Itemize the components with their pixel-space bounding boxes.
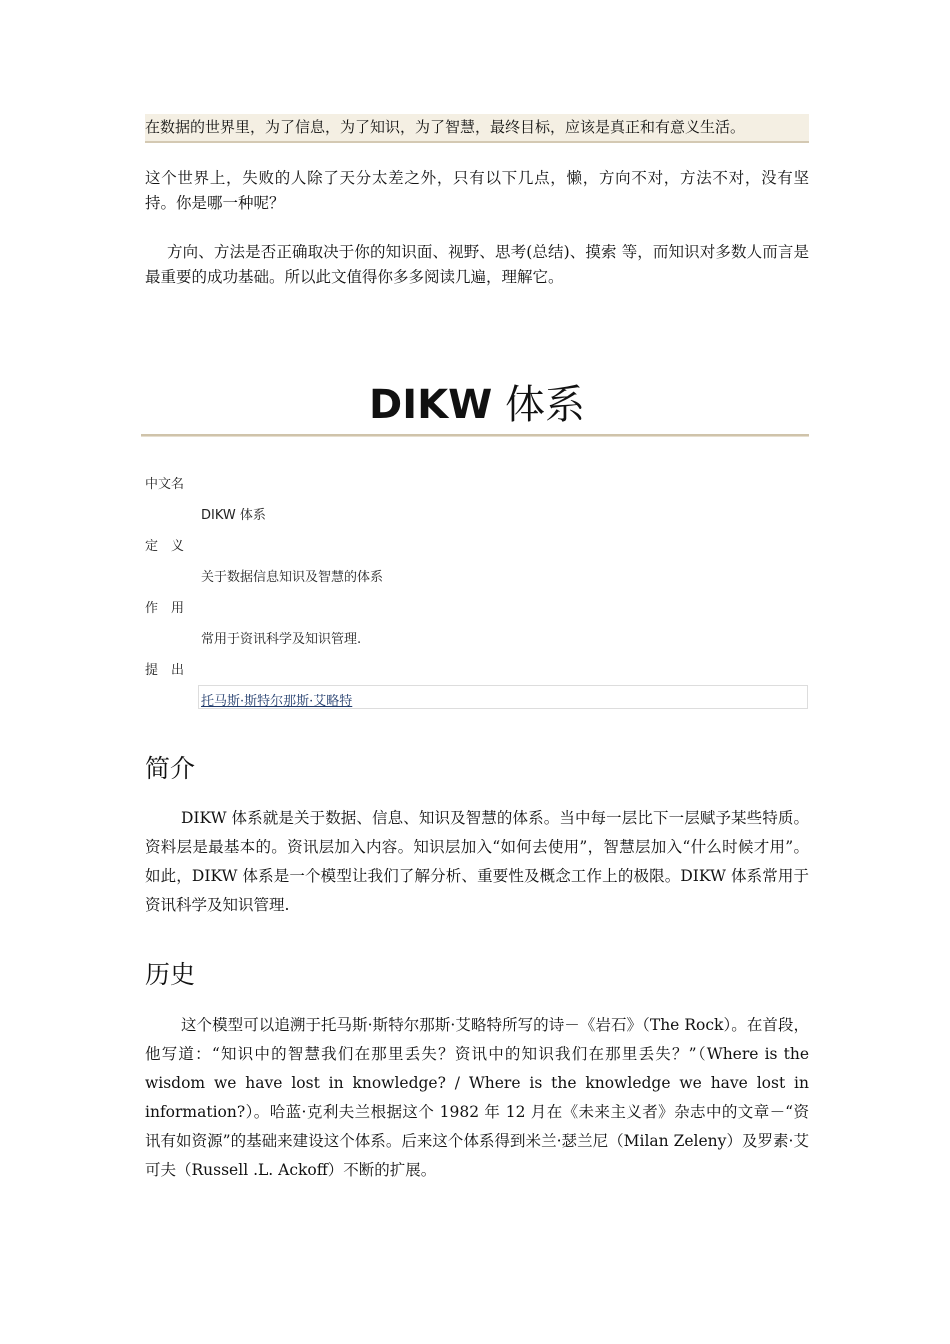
infobox-label-usage: 作 用 [145, 601, 185, 616]
infobox-value-usage: 常用于资讯科学及知识管理. [201, 632, 362, 647]
intro-paragraph-2: 方向、方法是否正确取决于你的知识面、视野、思考(总结)、摸索 等，而知识对多数人而言是最重要的成功基础。所以此文值得你多多阅读几遍，理解它。 [145, 243, 809, 286]
proposer-link[interactable]: 托马斯·斯特尔那斯·艾略特 [201, 694, 353, 709]
intro-body-paragraph: DIKW 体系就是关于数据、信息、知识及智慧的体系。当中每一层比下一层赋予某些特质。资料层是最基本的。资讯层加入内容。知识层加入“如何去使用”，智慧层加入“什么时候才用”。如此，DIKW 体系是一个模型让我们了解分析、重要性及概念工作上的极限。DIKW 体系常用于资讯科学及知识管理. [145, 809, 809, 914]
intro-paragraph-1: 这个世界上，失败的人除了天分太差之外，只有以下几点，懒，方向不对，方法不对，没有坚持。你是哪一种呢？ [145, 169, 809, 212]
infobox-value-name: DIKW 体系 [201, 508, 266, 523]
infobox-label-definition: 定 义 [145, 539, 185, 554]
highlighted-quote: 在数据的世界里，为了信息，为了知识，为了智慧，最终目标，应该是真正和有意义生活。 [145, 114, 809, 143]
infobox-label-proposer: 提 出 [145, 663, 185, 678]
page-title-cn: 体系 [492, 381, 585, 428]
title-divider [141, 434, 809, 437]
section-heading-history: 历史 [145, 959, 196, 989]
infobox-value-definition: 关于数据信息知识及智慧的体系 [201, 570, 384, 585]
infobox-label-name: 中文名 [145, 477, 185, 492]
page-title-latin: DIKW [369, 381, 493, 428]
history-body-paragraph: 这个模型可以追溯于托马斯·斯特尔那斯·艾略特所写的诗－《岩石》（The Rock）。在首段，他写道：“知识中的智慧我们在那里丢失？资讯中的知识我们在那里丢失？”（Where is the wisdom we have lost in knowledge? / Where is the knowledge we have lost in information?）。哈蓝·克利夫兰根据这个 1982 年 12 月在《未来主义者》杂志中的文章－“资讯有如资源”的基础来建设这个体系。后来这个体系得到米兰·瑟兰尼（Milan Zeleny）及罗素·艾可夫（Russell .L. Ackoff）不断的扩展。 [145, 1016, 809, 1179]
page-title [145, 379, 809, 431]
section-heading-intro: 简介 [145, 753, 196, 783]
